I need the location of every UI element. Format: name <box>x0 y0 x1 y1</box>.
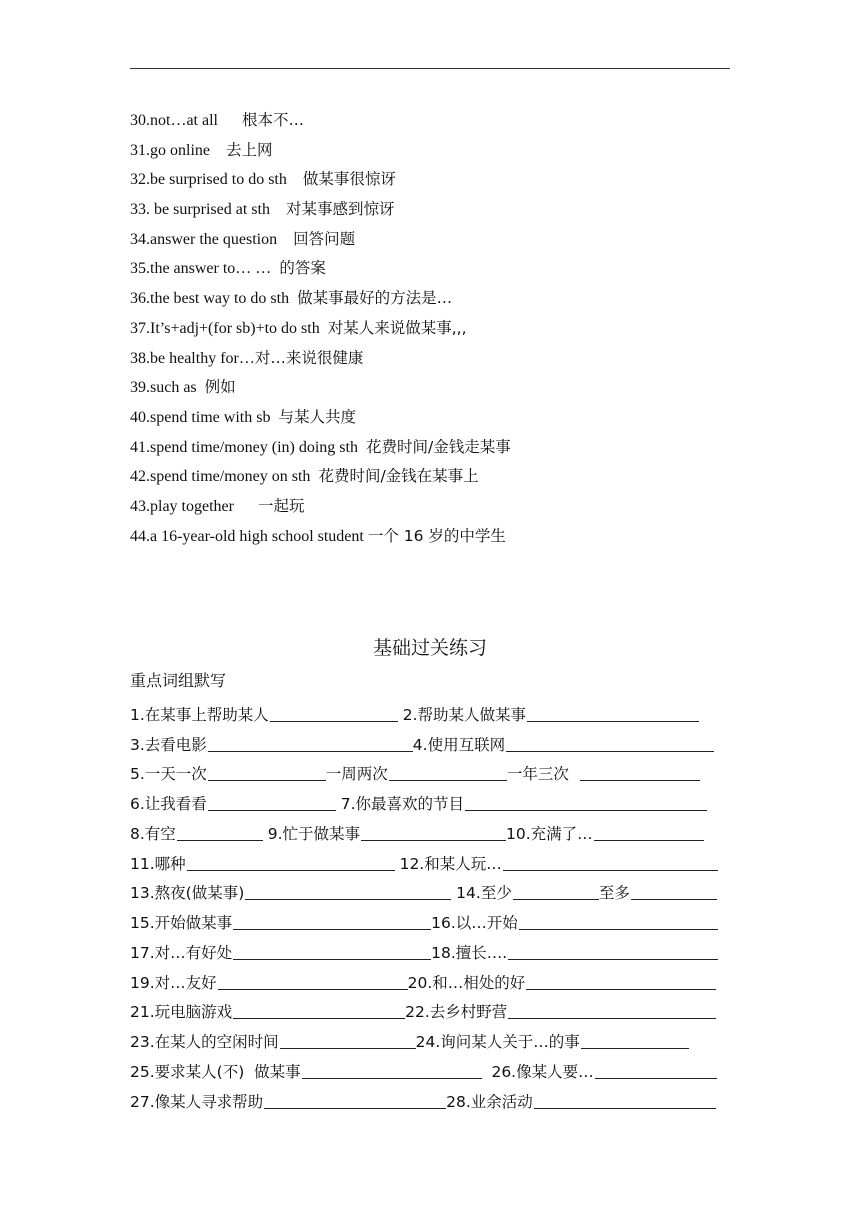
exercise-item <box>482 1061 717 1083</box>
phrase-list <box>130 106 730 551</box>
phrase-item <box>130 492 730 522</box>
phrase-english: not…at all <box>150 112 242 129</box>
phrase-item <box>130 403 730 433</box>
exercise-item <box>130 1031 416 1053</box>
exercise-item <box>395 853 718 875</box>
exercise-prompt: 24.询问某人关于…的事 <box>415 1033 580 1051</box>
exercise-item <box>413 734 714 756</box>
phrase-item <box>130 106 730 136</box>
exercise-prompt: 15.开始做某事 <box>130 914 233 932</box>
exercise-prompt: 19.对…友好 <box>130 973 217 992</box>
exercise-item <box>336 793 707 815</box>
exercise-row <box>130 756 730 786</box>
phrase-number: 38. <box>130 349 150 367</box>
exercise-item <box>398 704 699 726</box>
answer-blank[interactable] <box>631 899 717 900</box>
exercise-item <box>506 823 704 845</box>
exercise-item <box>451 882 599 904</box>
answer-blank[interactable] <box>519 929 718 930</box>
exercise-prompt: 一周两次 <box>325 765 388 784</box>
answer-blank[interactable] <box>218 989 408 990</box>
exercise-item <box>405 1001 716 1023</box>
phrase-english: answer the question <box>150 230 294 248</box>
exercise-row <box>130 726 730 756</box>
phrase-english: play together <box>150 497 258 515</box>
exercise-row <box>130 785 730 815</box>
phrase-number: 43. <box>130 497 150 515</box>
phrase-english: be surprised to do sth <box>150 171 303 189</box>
phrase-chinese: 对…来说很健康 <box>254 348 364 367</box>
section-title: 基础过关练习 <box>372 637 487 659</box>
exercise-item <box>130 823 263 845</box>
phrase-number: 44. <box>130 527 150 545</box>
exercise-prompt: 3.去看电影 <box>130 735 207 754</box>
phrase-number: 41. <box>130 438 150 456</box>
phrase-chinese: 例如 <box>204 378 236 397</box>
exercise-row <box>130 904 730 934</box>
exercise-prompt: 13.熬夜(做某事) <box>130 884 245 903</box>
exercise-row <box>130 934 730 964</box>
exercise-row <box>130 845 730 875</box>
phrase-item <box>130 433 730 463</box>
exercise-row <box>130 964 730 994</box>
answer-blank[interactable] <box>508 959 718 960</box>
exercise-prompt: 14.至少 <box>451 884 512 903</box>
answer-blank[interactable] <box>581 1048 689 1049</box>
phrase-chinese: 做某事很惊讶 <box>302 170 396 189</box>
phrase-chinese: 对某事感到惊讶 <box>285 200 395 219</box>
exercise-subtitle: 重点词组默写 <box>130 671 227 690</box>
exercise-list <box>130 696 730 1113</box>
phrase-chinese: 一起玩 <box>257 496 305 515</box>
phrase-number: 30. <box>130 112 150 129</box>
exercise-item <box>431 912 718 934</box>
answer-blank[interactable] <box>245 899 451 900</box>
exercise-prompt: 1.在某事上帮助某人 <box>130 705 269 724</box>
phrase-item <box>130 254 730 284</box>
exercise-prompt: 16.以…开始 <box>431 914 518 932</box>
phrase-chinese: 去上网 <box>226 140 273 159</box>
exercise-prompt: 27.像某人寻求帮助 <box>130 1092 264 1111</box>
exercise-item <box>507 763 700 785</box>
exercise-prompt: 2.帮助某人做某事 <box>397 705 527 724</box>
phrase-item <box>130 136 730 166</box>
answer-blank[interactable] <box>233 959 431 960</box>
phrase-number: 36. <box>130 290 150 308</box>
exercise-item <box>431 942 718 964</box>
phrase-english: the best way to do sth <box>150 290 298 308</box>
exercise-prompt: 9.忙于做某事 <box>262 824 361 843</box>
phrase-chinese: 花费时间/金钱走某事 <box>365 437 511 456</box>
phrase-chinese: 一个 16 岁的中学生 <box>367 526 506 545</box>
phrase-item <box>130 195 730 225</box>
phrase-english: the answer to… … <box>150 260 280 278</box>
answer-blank[interactable] <box>264 1108 446 1109</box>
exercise-prompt: 7.你最喜欢的节目 <box>335 795 465 813</box>
exercise-item <box>130 793 336 815</box>
phrase-chinese: 回答问题 <box>293 229 356 248</box>
phrase-english: spend time with sb <box>150 408 279 426</box>
phrase-chinese: 花费时间/金钱在某事上 <box>318 467 479 486</box>
answer-blank[interactable] <box>270 721 398 722</box>
exercise-prompt: 18.擅长…. <box>431 943 508 962</box>
phrase-chinese: 与某人共度 <box>278 407 356 426</box>
phrase-item <box>130 225 730 255</box>
exercise-prompt: 12.和某人玩… <box>394 854 502 873</box>
exercise-item <box>446 1091 716 1113</box>
answer-blank[interactable] <box>595 1078 717 1079</box>
answer-blank[interactable] <box>233 1018 405 1019</box>
exercise-prompt: 22.去乡村野营 <box>405 1003 508 1022</box>
exercise-item <box>130 942 431 964</box>
answer-blank[interactable] <box>177 840 263 841</box>
phrase-number: 31. <box>130 141 150 159</box>
exercise-prompt: 10.充满了… <box>506 824 593 843</box>
answer-blank[interactable] <box>389 780 507 781</box>
answer-blank[interactable] <box>233 929 431 930</box>
phrase-item <box>130 284 730 314</box>
answer-blank[interactable] <box>526 989 716 990</box>
answer-blank[interactable] <box>506 751 714 752</box>
exercise-item <box>130 734 413 756</box>
exercise-prompt: 21.玩电脑游戏 <box>130 1003 233 1022</box>
exercise-item <box>130 853 395 875</box>
exercise-prompt: 11.哪种 <box>130 854 186 873</box>
exercise-prompt: 4.使用互联网 <box>412 735 506 754</box>
exercise-item <box>130 1001 405 1023</box>
answer-blank[interactable] <box>513 899 599 900</box>
phrase-english: It’s+adj+(for sb)+to do sth <box>150 319 328 337</box>
exercise-row <box>130 994 730 1024</box>
answer-blank[interactable] <box>594 840 704 841</box>
phrase-english: be surprised at sth <box>150 201 286 219</box>
answer-blank[interactable] <box>208 810 336 811</box>
phrase-english: spend time/money on sth <box>150 468 319 486</box>
phrase-english: go online <box>150 141 226 159</box>
exercise-prompt: 一年三次 <box>506 765 579 784</box>
phrase-item <box>130 344 730 374</box>
exercise-item <box>326 763 507 785</box>
phrase-item <box>130 522 730 552</box>
exercise-prompt: 6.让我看看 <box>130 795 207 813</box>
phrase-chinese: 的答案 <box>279 259 326 278</box>
phrase-english: such as <box>150 379 205 397</box>
answer-blank[interactable] <box>187 870 395 871</box>
phrase-item <box>130 373 730 403</box>
answer-blank[interactable] <box>508 1018 716 1019</box>
exercise-item <box>416 1031 689 1053</box>
answer-blank[interactable] <box>208 751 413 752</box>
exercise-prompt: 23.在某人的空闲时间 <box>130 1033 279 1051</box>
exercise-row <box>130 1053 730 1083</box>
answer-blank[interactable] <box>534 1108 716 1109</box>
answer-blank[interactable] <box>503 870 718 871</box>
exercise-prompt: 26.像某人要… <box>481 1062 594 1081</box>
answer-blank[interactable] <box>302 1078 482 1079</box>
phrase-chinese: 做某事最好的方法是… <box>297 289 453 308</box>
phrase-english: a 16-year-old high school student <box>150 527 368 545</box>
answer-blank[interactable] <box>527 721 699 722</box>
exercise-row <box>130 875 730 905</box>
answer-blank[interactable] <box>208 780 326 781</box>
header-rule <box>130 68 730 69</box>
exercise-row <box>130 815 730 845</box>
phrase-item <box>130 165 730 195</box>
answer-blank[interactable] <box>580 780 700 781</box>
phrase-item <box>130 462 730 492</box>
exercise-row <box>130 1023 730 1053</box>
phrase-number: 40. <box>130 408 150 426</box>
exercise-item <box>130 1061 482 1083</box>
exercise-prompt: 8.有空 <box>130 824 176 843</box>
phrase-chinese: 对某人来说做某事,,, <box>327 318 467 337</box>
phrase-number: 39. <box>130 379 150 397</box>
phrase-item <box>130 314 730 344</box>
phrase-number: 34. <box>130 230 150 248</box>
answer-blank[interactable] <box>361 840 506 841</box>
exercise-item <box>408 972 717 994</box>
phrase-english: be healthy for… <box>150 349 255 367</box>
phrase-number: 42. <box>130 468 150 486</box>
phrase-number: 33. <box>130 201 150 219</box>
exercise-item <box>130 1091 446 1113</box>
phrase-number: 32. <box>130 171 150 189</box>
phrase-english: spend time/money (in) doing sth <box>150 438 366 456</box>
exercise-item <box>130 704 398 726</box>
exercise-item <box>130 972 408 994</box>
exercise-prompt: 17.对…有好处 <box>130 943 233 962</box>
exercise-row <box>130 1083 730 1113</box>
exercise-prompt: 28.业余活动 <box>446 1092 533 1111</box>
exercise-prompt: 20.和…相处的好 <box>407 973 526 992</box>
exercise-item <box>599 882 717 904</box>
exercise-prompt: 至多 <box>598 884 630 903</box>
exercise-item <box>130 912 431 934</box>
phrase-number: 35. <box>130 260 150 278</box>
exercise-row <box>130 696 730 726</box>
exercise-item <box>130 763 326 785</box>
answer-blank[interactable] <box>280 1048 416 1049</box>
phrase-number: 37. <box>130 319 150 337</box>
exercise-prompt: 25.要求某人(不) 做某事 <box>130 1062 301 1081</box>
exercise-item <box>130 882 451 904</box>
exercise-item <box>263 823 506 845</box>
exercise-prompt: 5.一天一次 <box>130 765 207 784</box>
answer-blank[interactable] <box>465 810 707 811</box>
phrase-chinese: 根本不… <box>241 111 304 129</box>
